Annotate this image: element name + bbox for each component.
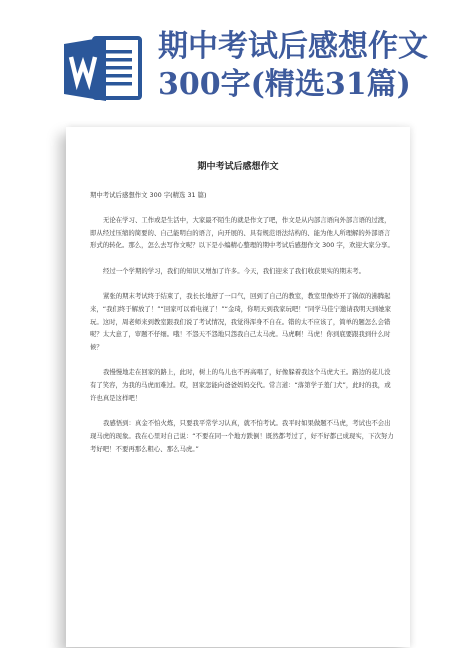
document-subtitle: 期中考试后感想作文 300 字(精选 31 篇)	[90, 191, 207, 199]
document-title: 期中考试后感想作文	[197, 162, 279, 172]
paragraph: 无论在学习、工作或是生活中，大家最不陌生的就是作文了吧，作文是从内部言语向外部言语的过渡，即从经过压缩的简要的、自己能明白的语言，向开展的、具有规范语法结构的、能为他人所理解的外部语言形式的转化。那么，怎么去写作文呢？以下是小编精心整理的期中考试后感想作文 300 字，欢迎大家分享。	[90, 215, 394, 250]
word-document-icon	[62, 36, 144, 102]
document-body	[90, 189, 396, 468]
paragraph: 我慢慢地走在回家的路上，此时，树上的鸟儿也不再高唱了，好像躲着我这个马虎大王。路边的花儿没有了笑容，为我的马虎而难过。哎，回家怎能向爸爸妈妈交代。常言道：“落第学子羞门犬”，此时的我，或许也真是这样吧！	[90, 368, 391, 403]
header-banner	[0, 0, 474, 120]
paragraph: 紧张的期末考试终于结束了，我长长地舒了一口气，回到了自己的教室，教室里像炸开了锅似的沸腾起来，“我们终于解放了！”“回家可以看电视了！”“金琦，你明天到我家玩吧！”同学马佳宁邀请我明天到她家玩。这时，周老师来到教室跟我们说了考试情况，我觉得浑身不自在。错的太不应该了，简单的题怎么会错呢？太大意了，审题不仔细。哦！不怨天不怨地只怨我自己太马虎。马虎啊！马虎！你到底要跟我到什么时候？	[90, 291, 392, 352]
page-title: 期中考试后感想作文300字(精选31篇)	[158, 29, 428, 102]
paragraph: 我感悟到：真金不怕火炼，只要我平常学习认真，就不怕考试。我平时如果做题不马虎，考试也不会出现马虎的现象。我在心里对自己说：“不要在同一个地方跌倒！既然都考过了，好不好都已成现实，下次努力考好吧！不要再那么粗心、那么马虎。”	[90, 419, 394, 453]
bottom-margin	[0, 648, 474, 669]
paragraph: 经过一个学期的学习，我们的知识又增加了许多。今天，我们迎来了我们收获果实的期末考。	[103, 266, 366, 275]
document-page	[66, 127, 410, 647]
